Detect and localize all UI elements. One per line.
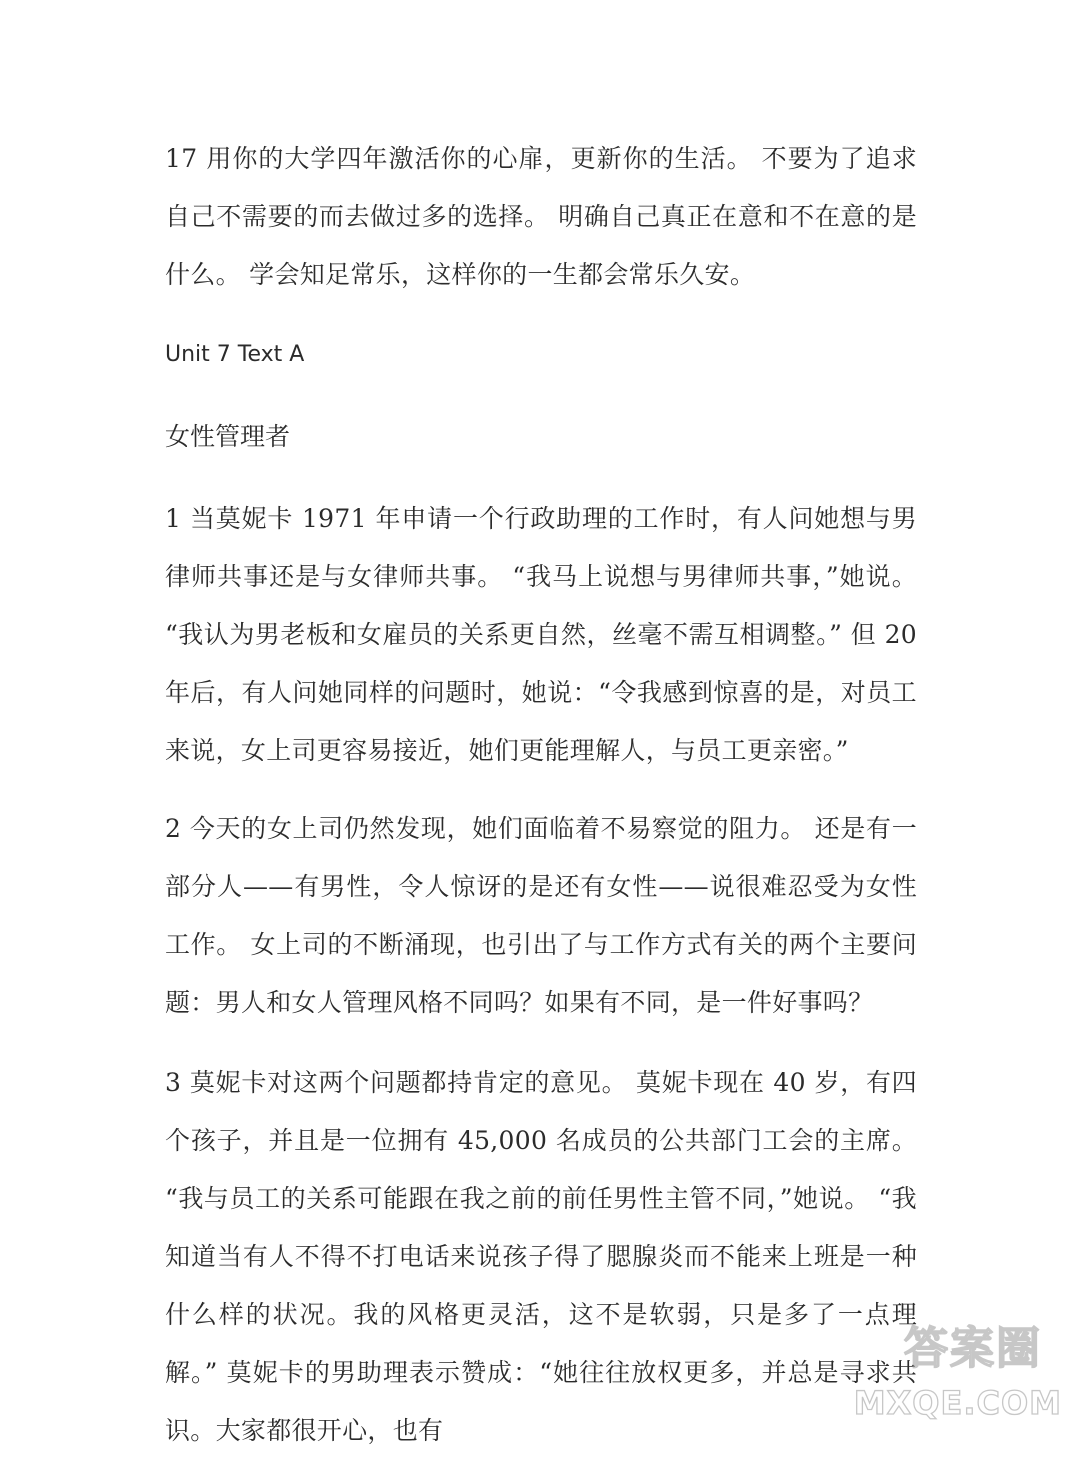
watermark-domain-text: MXQE.COM <box>853 1384 1062 1422</box>
unit-heading: Unit 7 Text A <box>165 342 305 367</box>
watermark-logo-text: 答案圈 <box>904 1323 1042 1374</box>
article-title: 女性管理者 <box>165 422 291 451</box>
paragraph-3: 3 莫妮卡对这两个问题都持肯定的意见。 莫妮卡现在 40 岁，有四个孩子，并且是一位拥有 45,000 名成员的公共部门工会的主席。 “我与员工的关系可能跟在我之前的前任男性主管不同，”她说。 “我知道当有人不得不打电话来说孩子得了腮腺炎而不能来上班是一种什么样的状况。我的风格更灵活，这不是软弱，只是多了一点理解。” 莫妮卡的男助理表示赞成：“她往往放权更多，并总是寻求共识。大家都很开心，也有 <box>165 1068 917 1445</box>
paragraph-2: 2 今天的女上司仍然发现，她们面临着不易察觉的阻力。 还是有一部分人——有男性，令人惊讶的是还有女性——说很难忍受为女性工作。 女上司的不断涌现，也引出了与工作方式有关的两个主要问题：男人和女人管理风格不同吗？如果有不同，是一件好事吗？ <box>165 814 917 1017</box>
paragraph-1: 1 当莫妮卡 1971 年申请一个行政助理的工作时，有人问她想与男律师共事还是与女律师共事。 “我马上说想与男律师共事，”她说。 “我认为男老板和女雇员的关系更自然，丝毫不需互相调整。” 但 20 年后，有人问她同样的问题时，她说：“令我感到惊喜的是，对员工来说，女上司更容易接近，她们更能理解人，与员工更亲密。” <box>165 504 917 765</box>
site-watermark <box>853 1312 1062 1422</box>
paragraph-17: 17 用你的大学四年激活你的心扉，更新你的生活。 不要为了追求自己不需要的而去做过多的选择。 明确自己真正在意和不在意的是什么。 学会知足常乐，这样你的一生都会常乐久安。 <box>165 144 917 289</box>
